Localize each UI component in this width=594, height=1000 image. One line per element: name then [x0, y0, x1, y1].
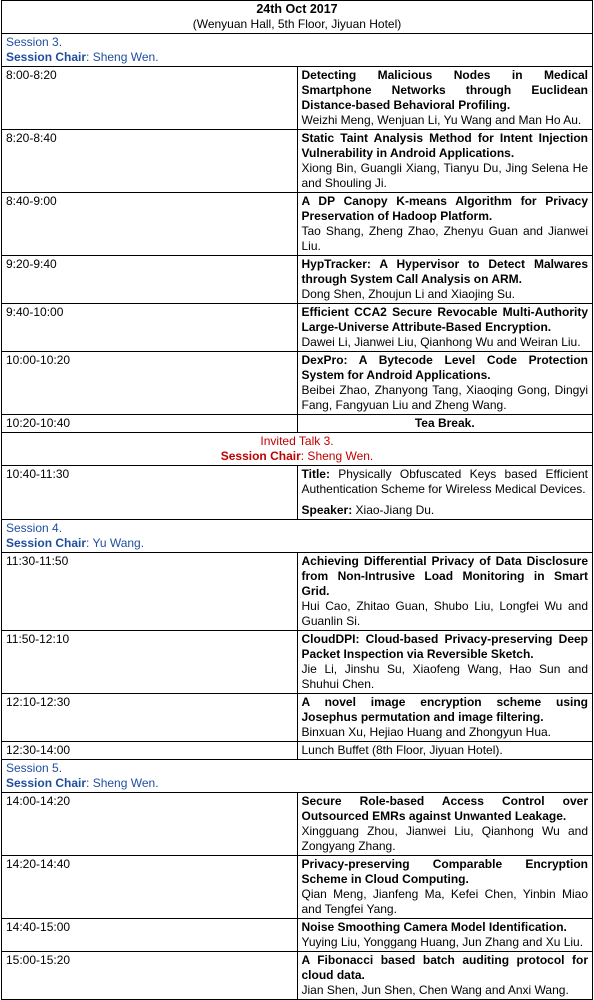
talk-time: 15:00-15:20: [2, 952, 298, 1000]
talk-authors: Beibei Zhao, Zhanyong Tang, Xiaoqing Gong, Dingyi Fang, Fangyuan Liu and Zheng Wang.: [301, 383, 588, 412]
talk-cell: [297, 694, 593, 742]
session-5-chair-name: : Sheng Wen.: [86, 776, 159, 790]
talk-authors: Yuying Liu, Yonggang Huang, Jun Zhang and Xu Liu.: [301, 935, 584, 949]
talk-time: 8:20-8:40: [2, 130, 298, 193]
invited-talk-cell: [297, 466, 593, 520]
schedule-date: 24th Oct 2017: [256, 2, 338, 16]
session-5-header: [2, 760, 593, 793]
talk-title: A Fibonacci based batch auditing protocol for cloud data.: [301, 953, 588, 982]
table-row: [2, 130, 593, 193]
talk-time: 8:00-8:20: [2, 67, 298, 130]
talk-title: Achieving Differential Privacy of Data Disclosure from Non-Intrusive Load Monitoring in Smart Grid.: [301, 554, 588, 598]
session-4-label: Session 4.: [6, 521, 63, 535]
invited-talk-time: 10:40-11:30: [2, 466, 298, 520]
table-row: [2, 793, 593, 856]
talk-title: Efficient CCA2 Secure Revocable Multi-Authority Large-Universe Attribute-Based Encryption.: [301, 305, 588, 334]
lunch-time: 12:30-14:00: [2, 742, 298, 760]
invited-chair-name: : Sheng Wen.: [300, 449, 374, 463]
session-3-chair-name: : Sheng Wen.: [86, 50, 159, 64]
talk-cell: [297, 856, 593, 919]
table-row: [2, 553, 593, 631]
schedule-venue: (Wenyuan Hall, 5th Floor, Jiyuan Hotel): [192, 17, 402, 31]
tea-break-time: 10:20-10:40: [2, 415, 298, 433]
header-cell: [2, 1, 593, 34]
talk-time: 10:00-10:20: [2, 352, 298, 415]
invited-chair-label: Session Chair: [220, 449, 301, 463]
header-row: [2, 1, 593, 34]
session-3-label: Session 3.: [6, 35, 63, 49]
talk-authors: Jie Li, Jinshu Su, Xiaofeng Wang, Hao Sun and Shuhui Chen.: [301, 662, 588, 691]
talk-authors: Binxuan Xu, Hejiao Huang and Zhongyun Hua.: [301, 725, 552, 739]
talk-cell: [297, 67, 593, 130]
talk-time: 14:40-15:00: [2, 919, 298, 952]
talk-authors: Qian Meng, Jianfeng Ma, Kefei Chen, Yinbin Miao and Tengfei Yang.: [301, 887, 588, 916]
talk-time: 9:20-9:40: [2, 256, 298, 304]
invited-speaker: Xiao-Jiang Du.: [352, 503, 435, 517]
talk-title: Noise Smoothing Camera Model Identification.: [301, 920, 567, 934]
table-row: [2, 694, 593, 742]
talk-title: A DP Canopy K-means Algorithm for Privacy Preservation of Hadoop Platform.: [301, 194, 588, 223]
talk-authors: Xingguang Zhou, Jianwei Liu, Qianhong Wu and Zongyang Zhang.: [301, 824, 588, 853]
talk-cell: [297, 793, 593, 856]
talk-title: Secure Role-based Access Control over Outsourced EMRs against Unwanted Leakage.: [301, 794, 588, 823]
talk-cell: [297, 256, 593, 304]
talk-title: Detecting Malicious Nodes in Medical Smartphone Networks through Euclidean Distance-based Behavioral Profiling.: [301, 68, 588, 112]
invited-talk-label: Invited Talk 3.: [260, 434, 334, 448]
session-5-label: Session 5.: [6, 761, 63, 775]
talk-authors: Tao Shang, Zheng Zhao, Zhenyu Guan and Jianwei Liu.: [301, 224, 588, 253]
session-3-header-row: [2, 34, 593, 67]
table-row: [2, 256, 593, 304]
talk-cell: [297, 919, 593, 952]
talk-cell: [297, 952, 593, 1000]
table-row: [2, 631, 593, 694]
session-5-chair-label: Session Chair: [6, 776, 87, 790]
table-row: [2, 919, 593, 952]
session-4-chair-label: Session Chair: [6, 536, 87, 550]
talk-time: 14:20-14:40: [2, 856, 298, 919]
session-4-header-row: [2, 520, 593, 553]
talk-authors: Dong Shen, Zhoujun Li and Xiaojing Su.: [301, 287, 515, 301]
talk-time: 11:30-11:50: [2, 553, 298, 631]
invited-speaker-label: Speaker:: [301, 503, 353, 517]
tea-break-row: [2, 415, 593, 433]
talk-cell: [297, 553, 593, 631]
schedule-table: [1, 0, 593, 1000]
talk-title: CloudDPI: Cloud-based Privacy-preserving Deep Packet Inspection via Reversible Sketch.: [301, 632, 588, 661]
talk-time: 14:00-14:20: [2, 793, 298, 856]
talk-title: A novel image encryption scheme using Josephus permutation and image filtering.: [301, 695, 588, 724]
session-4-chair-name: : Yu Wang.: [86, 536, 145, 550]
talk-title: HypTracker: A Hypervisor to Detect Malwares through System Call Analysis on ARM.: [301, 257, 588, 286]
invited-talk-header-row: [2, 433, 593, 466]
talk-title: Static Taint Analysis Method for Intent Injection Vulnerability in Android Applications.: [301, 131, 588, 160]
session-4-header: [2, 520, 593, 553]
talk-title: DexPro: A Bytecode Level Code Protection System for Android Applications.: [301, 353, 588, 382]
talk-time: 12:10-12:30: [2, 694, 298, 742]
table-row: [2, 67, 593, 130]
table-row: [2, 352, 593, 415]
lunch-row: [2, 742, 593, 760]
talk-cell: [297, 193, 593, 256]
invited-talk-header: [2, 433, 593, 466]
talk-authors: Xiong Bin, Guangli Xiang, Tianyu Du, Jing Selena He and Shouling Ji.: [301, 161, 588, 190]
talk-time: 11:50-12:10: [2, 631, 298, 694]
talk-cell: [297, 130, 593, 193]
talk-authors: Hui Cao, Zhitao Guan, Shubo Liu, Longfei Wu and Guanlin Si.: [301, 599, 588, 628]
session-3-header: [2, 34, 593, 67]
talk-cell: [297, 631, 593, 694]
talk-title: Privacy-preserving Comparable Encryption Scheme in Cloud Computing.: [301, 857, 588, 886]
table-row: [2, 193, 593, 256]
invited-title: Physically Obfuscated Keys based Efficient Authentication Scheme for Wireless Medical Devices.: [301, 467, 588, 496]
talk-authors: Jian Shen, Jun Shen, Chen Wang and Anxi Wang.: [301, 983, 569, 997]
talk-cell: [297, 352, 593, 415]
session-3-chair-label: Session Chair: [6, 50, 87, 64]
table-row: [2, 304, 593, 352]
table-row: [2, 856, 593, 919]
talk-time: 9:40-10:00: [2, 304, 298, 352]
invited-talk-row: [2, 466, 593, 520]
invited-title-label: Title:: [301, 467, 330, 481]
talk-time: 8:40-9:00: [2, 193, 298, 256]
table-row: [2, 952, 593, 1000]
talk-authors: Dawei Li, Jianwei Liu, Qianhong Wu and Weiran Liu.: [301, 335, 581, 349]
session-5-header-row: [2, 760, 593, 793]
talk-cell: [297, 304, 593, 352]
talk-authors: Weizhi Meng, Wenjuan Li, Yu Wang and Man Ho Au.: [301, 113, 582, 127]
lunch-label: Lunch Buffet (8th Floor, Jiyuan Hotel).: [297, 742, 593, 760]
tea-break-label: Tea Break.: [297, 415, 593, 433]
